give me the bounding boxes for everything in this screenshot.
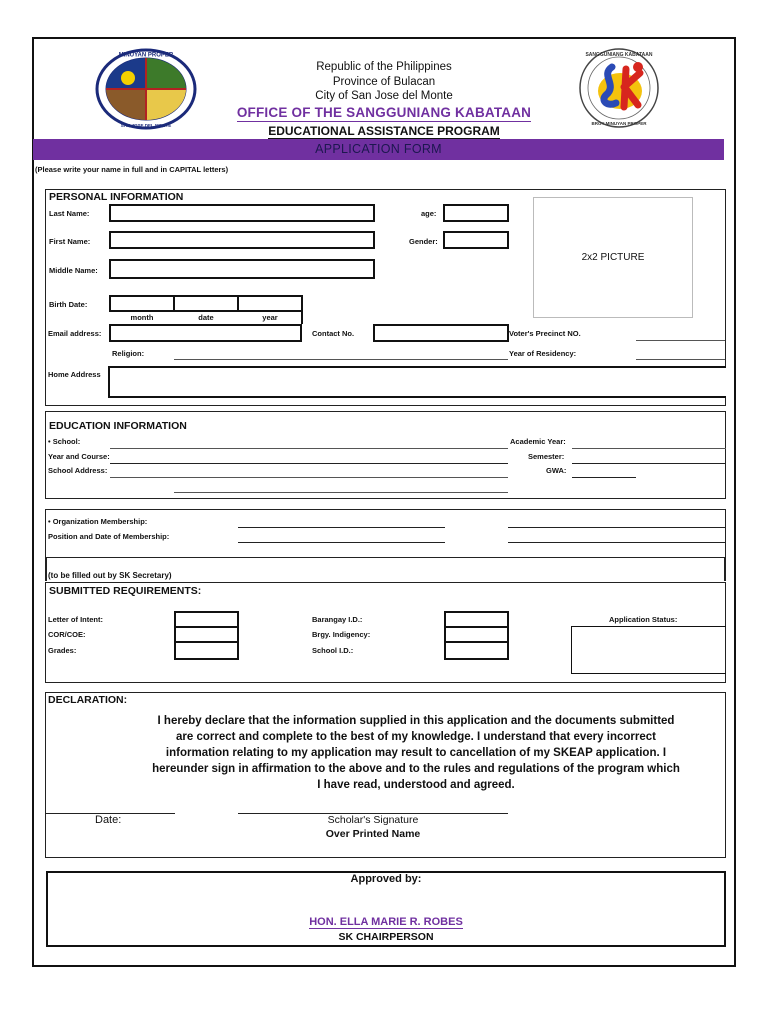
- organization-membership-field-1[interactable]: [238, 527, 445, 528]
- school-address-field-line2[interactable]: [174, 492, 508, 493]
- organization-membership-field-2[interactable]: [508, 527, 726, 528]
- header-province: Province of Bulacan: [332, 76, 436, 88]
- position-date-label: Position and Date of Membership:: [48, 532, 170, 541]
- gwa-label: GWA:: [546, 466, 567, 475]
- svg-text:BRGY MINUYAN PROPER: BRGY MINUYAN PROPER: [591, 121, 647, 126]
- gwa-field[interactable]: [572, 477, 636, 478]
- header-city: City of San Jose del Monte: [315, 90, 453, 102]
- svg-text:MINUYAN PROPER: MINUYAN PROPER: [118, 52, 174, 59]
- birth-month-field[interactable]: [109, 295, 175, 312]
- school-label: • School:: [48, 437, 81, 446]
- svg-text:SANGGUNIANG KABATAAN: SANGGUNIANG KABATAAN: [585, 52, 653, 58]
- age-field[interactable]: [443, 204, 509, 222]
- approved-by-label: Approved by:: [350, 873, 422, 885]
- personal-information-title: PERSONAL INFORMATION: [49, 191, 184, 203]
- sk-secretary-note: (to be filled out by SK Secretary): [48, 571, 172, 580]
- academic-year-field[interactable]: [572, 448, 726, 449]
- section-connector-left: [45, 558, 47, 581]
- grades-checkbox[interactable]: [174, 641, 239, 660]
- last-name-field[interactable]: [109, 204, 375, 222]
- school-id-label: School I.D.:: [312, 646, 354, 655]
- form-title-bar: APPLICATION FORM: [33, 139, 724, 160]
- year-course-label: Year and Course:: [48, 452, 110, 461]
- position-date-field-1[interactable]: [238, 542, 445, 543]
- year-of-residency-field[interactable]: [636, 359, 725, 360]
- home-address-field[interactable]: [108, 366, 726, 398]
- voter-precinct-field[interactable]: [636, 340, 725, 341]
- semester-field[interactable]: [572, 463, 726, 464]
- school-address-field[interactable]: [110, 477, 508, 478]
- middle-name-field[interactable]: [109, 259, 375, 279]
- home-address-label: Home Address: [48, 370, 101, 379]
- year-of-residency-label: Year of Residency:: [509, 349, 577, 358]
- contact-field[interactable]: [373, 324, 509, 342]
- declaration-text: I hereby declare that the information supplied in this application and the documents submitted are correct and complete to the best of my knowledge. I understand that every incorrect information relating to my application may result to cancellation of my SKEAP application. I hereunder sign in affirmation to the above and to the rules and regulations of the program which I have read, understood and agreed.: [152, 715, 680, 791]
- year-label: year: [262, 313, 278, 322]
- application-status-label: Application Status:: [609, 615, 678, 624]
- religion-field[interactable]: [174, 359, 508, 360]
- date-label: Date:: [95, 814, 122, 826]
- birth-date-field[interactable]: [173, 295, 239, 312]
- birth-date-label: Birth Date:: [49, 300, 88, 309]
- barangay-id-label: Barangay I.D.:: [312, 615, 363, 624]
- submitted-requirements-title: SUBMITTED REQUIREMENTS:: [49, 585, 202, 597]
- letter-of-intent-label: Letter of Intent:: [48, 615, 103, 624]
- month-label: month: [130, 313, 154, 322]
- email-label: Email address:: [48, 329, 102, 338]
- date-label: date: [198, 313, 214, 322]
- first-name-label: First Name:: [49, 237, 91, 246]
- svg-text:SAN JOSE DEL MONTE: SAN JOSE DEL MONTE: [120, 123, 172, 128]
- cor-coe-label: COR/COE:: [48, 630, 86, 639]
- middle-name-label: Middle Name:: [49, 266, 98, 275]
- school-field[interactable]: [110, 448, 508, 449]
- photo-2x2-placeholder[interactable]: 2x2 PICTURE: [533, 197, 693, 318]
- voter-precinct-label: Voter's Precinct NO.: [509, 329, 581, 338]
- gender-label: Gender:: [409, 237, 438, 246]
- approver-position: SK CHAIRPERSON: [338, 931, 434, 943]
- school-address-label: School Address:: [48, 466, 108, 475]
- religion-label: Religion:: [112, 349, 145, 358]
- application-status-field[interactable]: [571, 626, 726, 674]
- header-republic: Republic of the Philippines: [316, 61, 452, 73]
- header-program: EDUCATIONAL ASSISTANCE PROGRAM: [268, 124, 500, 138]
- last-name-label: Last Name:: [49, 209, 90, 218]
- semester-label: Semester:: [528, 452, 565, 461]
- brgy-indigency-label: Brgy. Indigency:: [312, 630, 371, 639]
- section-connector-right: [724, 558, 726, 581]
- scholar-signature-label: Scholar's Signature: [327, 814, 419, 826]
- birth-year-field[interactable]: [237, 295, 303, 312]
- over-printed-name-label: Over Printed Name: [325, 828, 421, 840]
- contact-label: Contact No.: [312, 329, 355, 338]
- education-information-title: EDUCATION INFORMATION: [49, 420, 187, 432]
- age-label: age:: [421, 209, 437, 218]
- academic-year-label: Academic Year:: [510, 437, 566, 446]
- grades-label: Grades:: [48, 646, 77, 655]
- year-course-field[interactable]: [110, 463, 508, 464]
- school-id-checkbox[interactable]: [444, 641, 509, 660]
- gender-field[interactable]: [443, 231, 509, 249]
- approver-name: HON. ELLA MARIE R. ROBES: [309, 916, 463, 928]
- first-name-field[interactable]: [109, 231, 375, 249]
- declaration-title: DECLARATION:: [48, 694, 128, 706]
- header-office: OFFICE OF THE SANGGUNIANG KABATAAN: [236, 105, 532, 120]
- position-date-field-2[interactable]: [508, 542, 726, 543]
- organization-membership-label: • Organization Membership:: [48, 517, 148, 526]
- capital-letters-instruction: (Please write your name in full and in CAPITAL letters): [35, 165, 229, 174]
- email-field[interactable]: [109, 324, 302, 342]
